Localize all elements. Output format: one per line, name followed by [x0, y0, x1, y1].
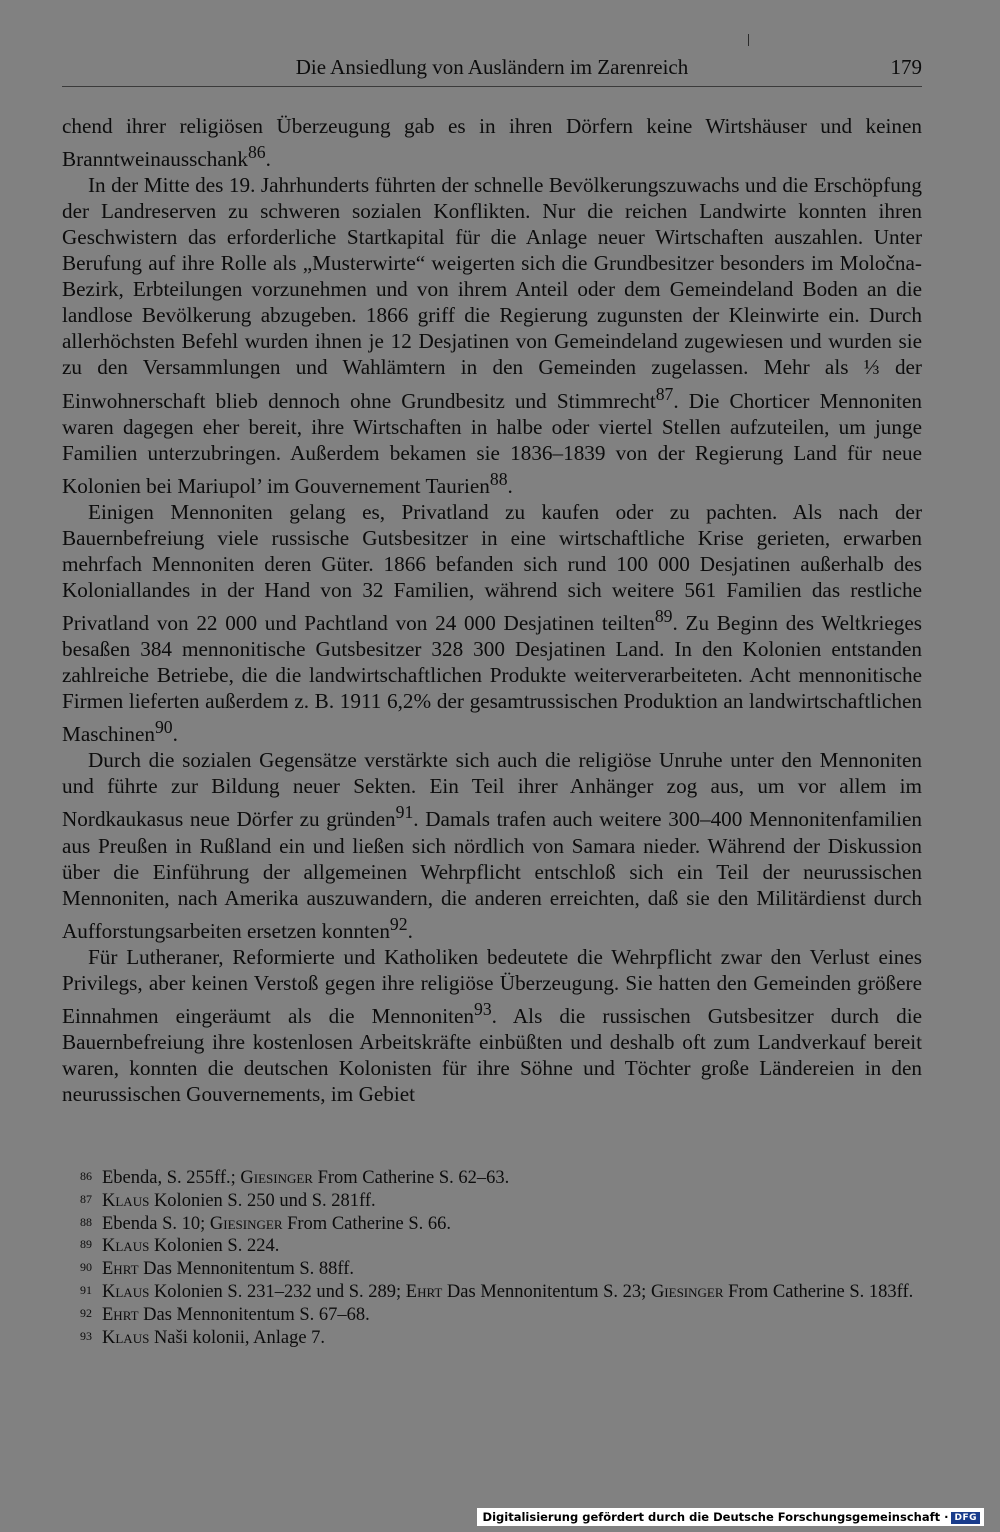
text-run: In der Mitte des 19. Jahrhunderts führten der schnelle Bevölkerungszuwachs und die Erschöpfung der Landreserven zu schweren sozialen Konflikten. Nur die reichen Landwirte konnten ihren Geschwistern das erforderliche Startkapital für die Anlage neuer Wirtschaften auszahlen. Unter Berufung auf ihre Rolle als „Musterwirte“ weigerten sich die Grundbesitzer besonders im Moločna-Bezirk, Erbteilungen vorzunehmen und von ihrem Anteil oder dem Gemeindeland Boden an die landlose Bevölkerung abzugeben. 1866 griff die Regierung zugunsten der Kleinwirte ein. Durch allerhöchsten Befehl wurden ihnen je 12 Desjatinen von Gemeindeland zugewiesen und wurden sie zu den Versammlungen und Wahlämtern in den Gemeinden zugelassen. Mehr als ⅓ der Einwohnerschaft blieb dennoch ohne Grundbesitz und Stimmrecht: [62, 173, 922, 413]
body-text: [62, 113, 922, 1107]
author-name: Klaus: [102, 1281, 150, 1302]
author-name: Ehrt: [102, 1304, 139, 1325]
footnote-93: [62, 1326, 922, 1349]
footnote-86: [62, 1166, 922, 1189]
footnote-text: Kolonien S. 250 und S. 281ff.: [149, 1190, 376, 1211]
digitization-notice: [477, 1508, 984, 1526]
footnote-text: From Catherine S. 66.: [282, 1213, 452, 1234]
footnote-90: [62, 1257, 922, 1280]
footnote-text: From Catherine S. 183ff.: [723, 1281, 914, 1302]
dfg-logo-icon: DFG: [951, 1512, 980, 1524]
footnote-ref: 92: [389, 913, 408, 934]
text-run: . Zu Beginn des Weltkrieges besaßen 384 mennonitische Gutsbesitzer 328 300 Desjatinen Land. In den Kolonien entstanden zahlreiche Betriebe, die die landwirtschaftlichen Produkte weiterverarbeiteten. Acht mennonitische Firmen lieferten außerdem z. B. 1911 6,2% der gesamtrussischen Produktion an landwirtschaftlichen Maschinen: [62, 611, 922, 747]
footnote-number: 92: [80, 1305, 92, 1320]
footnote-92: [62, 1303, 922, 1326]
footnote-number: 90: [80, 1260, 92, 1275]
running-head: [62, 50, 922, 84]
footnote-number: 91: [80, 1282, 92, 1297]
author-name: Klaus: [102, 1236, 150, 1257]
footnote-number: 88: [80, 1214, 92, 1229]
text-run: Für Lutheraner, Reformierte und Katholiken bedeutete die Wehrpflicht zwar den Verlust eines Privilegs, aber keinen Verstoß gegen ihre religiöse Überzeugung. Sie hatten den Gemeinden größere Einnahmen eingeräumt als die Mennoniten: [62, 944, 922, 1028]
footnote-ref: 87: [655, 383, 674, 404]
footnotes: [62, 1166, 922, 1348]
footnote-number: 93: [80, 1328, 92, 1343]
footnote-text: Kolonien S. 224.: [149, 1236, 280, 1257]
footnote-88: [62, 1212, 922, 1235]
footnote-ref: 91: [395, 802, 414, 823]
footnote-text: Das Mennonitentum S. 23;: [442, 1281, 651, 1302]
paragraph-1: [62, 113, 922, 172]
author-name: Giesinger: [209, 1213, 283, 1234]
author-name: Klaus: [102, 1190, 150, 1211]
footnote-number: 89: [80, 1237, 92, 1252]
header-rule: [62, 86, 922, 87]
footnote-text: Ebenda S. 10;: [102, 1213, 210, 1234]
author-name: Klaus: [102, 1327, 150, 1348]
running-title: Die Ansiedlung von Ausländern im Zarenreich: [295, 55, 689, 79]
footnote-number: 87: [80, 1191, 92, 1206]
text-run: . Damals trafen auch weitere 300–400 Mennonitenfamilien aus Preußen in Rußland ein und ließen sich nördlich von Samara nieder. Während der Diskussion über die Einführung der allgemeinen Wehrpflicht entschloß sich ein Teil der neurussischen Mennoniten, nach Amerika auszuwandern, die anderen erreichten, daß sie den Militärdienst durch Aufforstungsarbeiten ersetzen konnten: [62, 807, 922, 943]
footnote-ref: 88: [489, 468, 508, 489]
footnote-ref: 90: [154, 717, 173, 738]
page-number: 179: [890, 55, 922, 79]
paragraph-3: [62, 499, 922, 748]
footnote-text: Kolonien S. 231–232 und S. 289;: [149, 1281, 406, 1302]
text-run: .: [507, 473, 513, 498]
paragraph-5: [62, 944, 922, 1107]
text-run: Durch die sozialen Gegensätze verstärkte sich auch die religiöse Unruhe unter den Mennoniten und führte zur Bildung neuer Sekten. Ein Teil ihrer Anhänger zog aus, um vor allem im Nordkaukasus neue Dörfer zu gründen: [62, 748, 922, 832]
text-run: .: [265, 147, 271, 172]
scan-artifact-mark: [748, 34, 749, 46]
footnote-ref: 89: [654, 606, 673, 627]
text-run: chend ihrer religiösen Überzeugung gab es in ihren Dörfern keine Wirtshäuser und keinen Branntweinausschank: [62, 114, 922, 172]
text-run: . Die Chorticer Mennoniten waren dagegen eher bereit, ihre Wirtschaften in halbe oder viertel Stellen aufzuteilen, um junge Familien unterzubringen. Außerdem bekamen sie 1836–1839 von der Regierung Land für neue Kolonien bei Mariupol’ im Gouvernement Taurien: [62, 388, 922, 498]
footnote-text: From Catherine S. 62–63.: [312, 1168, 510, 1188]
footnote-91: [62, 1280, 922, 1303]
author-name: Giesinger: [650, 1281, 724, 1302]
text-run: .: [172, 722, 178, 747]
footnote-text: Das Mennonitentum S. 88ff.: [138, 1259, 355, 1280]
paragraph-4: [62, 747, 922, 943]
author-name: Ehrt: [405, 1281, 443, 1302]
author-name: Ehrt: [102, 1259, 139, 1280]
footnote-text: Ebenda, S. 255ff.;: [102, 1168, 241, 1188]
footnote-number: 86: [80, 1169, 92, 1183]
footnote-text: Naši kolonii, Anlage 7.: [149, 1327, 326, 1348]
notice-text: Digitalisierung gefördert durch die Deutsche Forschungsgemeinschaft ·: [482, 1510, 949, 1524]
footnote-87: [62, 1189, 922, 1212]
footnote-ref: 93: [474, 998, 492, 1019]
author-name: Giesinger: [240, 1168, 313, 1188]
footnote-ref: 86: [247, 142, 266, 163]
footnote-89: [62, 1234, 922, 1257]
text-run: .: [407, 918, 413, 943]
text-run: Einigen Mennoniten gelang es, Privatland zu kaufen oder zu pachten. Als nach der Bauernbefreiung viele russische Gutsbesitzer in eine wirtschaftliche Krise gerieten, erwarben mehrfach Mennoniten deren Güter. 1866 befanden sich rund 100 000 Desjatinen außerhalb des Koloniallandes in der Hand von 32 Familien, während sich weitere 561 Familien das restliche Privatland von 22 000 und Pachtland von 24 000 Desjatinen teilten: [62, 499, 922, 636]
text-run: . Als die russischen Gutsbesitzer durch die Bauernbefreiung ihre kostenlosen Arbeitskräfte einbüßten und deshalb oft zum Landverkauf bereit waren, konnten die deutschen Kolonisten für ihre Söhne und Töchter große Ländereien in den neurussischen Gouvernements, im Gebiet: [62, 1004, 922, 1107]
footnote-text: Das Mennonitentum S. 67–68.: [138, 1304, 370, 1325]
paragraph-2: [62, 172, 922, 499]
